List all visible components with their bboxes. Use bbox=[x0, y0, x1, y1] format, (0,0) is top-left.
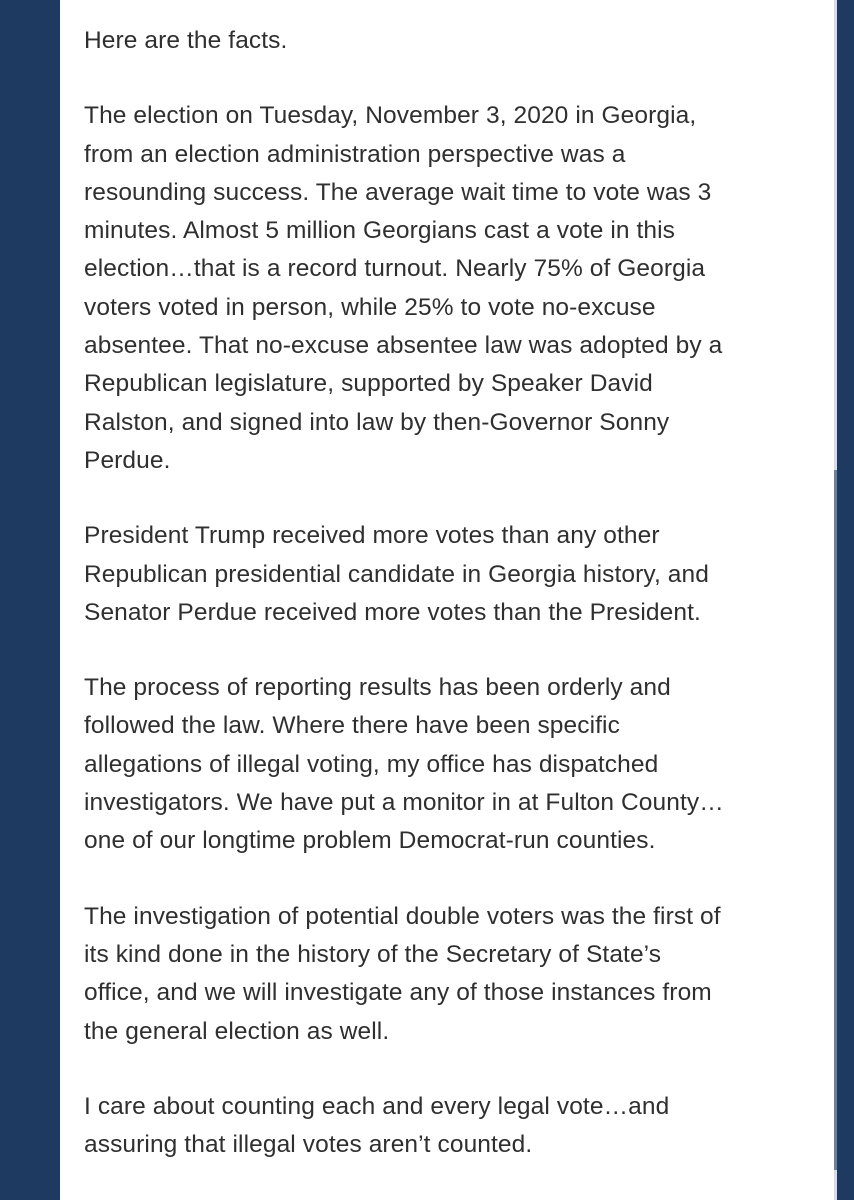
paragraph-election-success: The election on Tuesday, November 3, 2020 in Georgia, from an election administration perspective was a resounding success. The average wait time to vote was 3 minutes. Almost 5 million Georgians cast a vote in this election…that is a record turnout. Nearly 75% of Georgia voters voted in person, while 25% to vote no-excuse absentee. That no-excuse absentee law was adopted by a Republican legislature, supported by Speaker David Ralston, and signed into law by then-Governor Sonny Perdue. bbox=[84, 102, 723, 474]
paragraph-reporting-process: The process of reporting results has been orderly and followed the law. Where there have been specific allegations of illegal voting, my office has dispatched investigators. We have put a monitor in at Fulton County… one of our longtime problem Democrat-run counties. bbox=[84, 674, 724, 855]
statement-body bbox=[84, 22, 784, 1200]
scrollbar-thumb[interactable] bbox=[834, 470, 837, 1170]
paragraph-vote-records: President Trump received more votes than any other Republican presidential candidate in Georgia history, and Senator Perdue received more votes than the President. bbox=[84, 522, 709, 626]
paragraph-closing: I care about counting each and every legal vote…and assuring that illegal votes aren’t counted. bbox=[84, 1092, 670, 1159]
paragraph-intro: Here are the facts. bbox=[84, 27, 288, 54]
paragraph-double-voter-investigation: The investigation of potential double voters was the first of its kind done in the history of the Secretary of State’s office, and we will investigate any of those instances from the general election as well. bbox=[84, 902, 721, 1045]
